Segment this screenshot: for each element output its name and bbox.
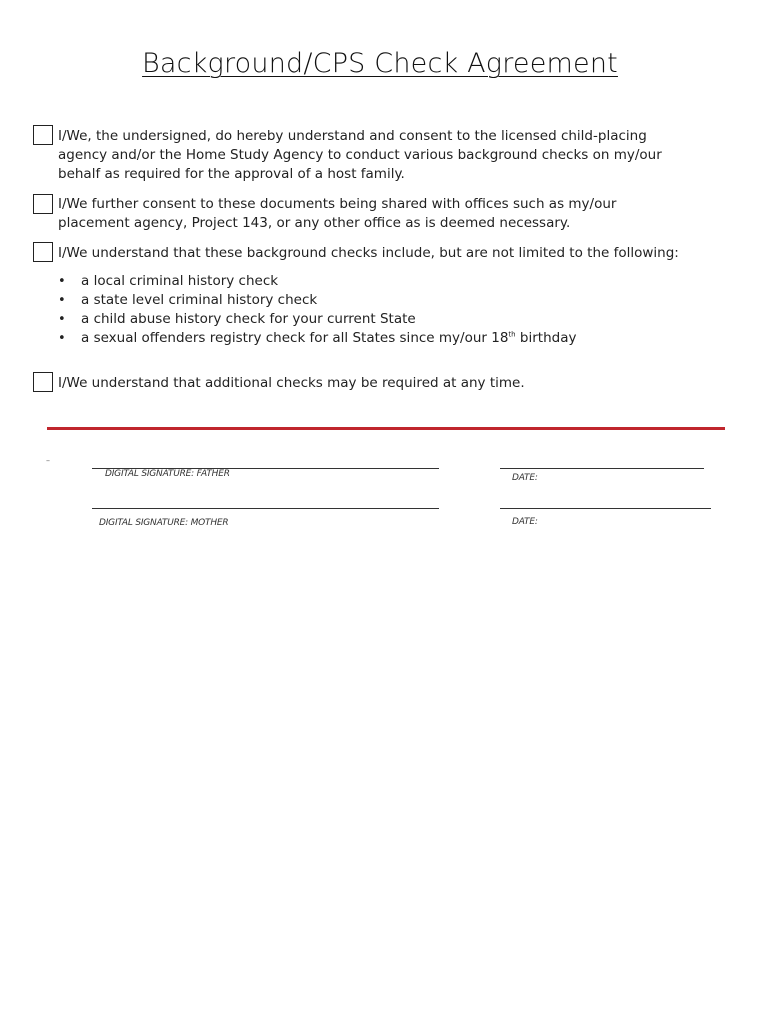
consent-checkbox-4[interactable]	[33, 372, 53, 392]
father-date-label: DATE:	[512, 473, 538, 483]
clause-additional-checks: I/We understand that additional checks may be required at any time.	[58, 375, 525, 391]
mother-date-field[interactable]	[500, 508, 711, 509]
consent-checkbox-2[interactable]	[33, 194, 53, 214]
clause-consent-sharing: I/We further consent to these documents being shared with offices such as my/our placement agency, Project 143, or any other office as is deemed necessary.	[58, 196, 617, 231]
mother-signature-label: DIGITAL SIGNATURE: MOTHER	[99, 518, 229, 528]
checks-list	[56, 272, 576, 348]
list-item: • a state level criminal history check	[56, 291, 576, 310]
list-item	[56, 329, 576, 348]
section-divider	[47, 427, 725, 430]
list-item-text: a sexual offenders registry check for all States since my/our 18	[81, 330, 509, 346]
father-date-field[interactable]	[500, 468, 704, 469]
clause-consent-checks: I/We, the undersigned, do hereby understand and consent to the licensed child-placing agency and/or the Home Study Agency to conduct various background checks on my/our behalf as required for the approval of a host family.	[58, 128, 662, 182]
mother-signature-field[interactable]	[92, 508, 439, 509]
list-item-text-end: birthday	[515, 330, 577, 346]
clause-checks-include: I/We understand that these background checks include, but are not limited to the following:	[58, 245, 679, 261]
ordinal-suffix: th	[508, 330, 516, 339]
list-item: • a child abuse history check for your current State	[56, 310, 576, 329]
father-signature-label: DIGITAL SIGNATURE: FATHER	[105, 469, 230, 479]
document-title: Background/CPS Check Agreement	[142, 48, 618, 79]
consent-checkbox-1[interactable]	[33, 125, 53, 145]
stray-mark: –	[46, 456, 50, 465]
mother-date-label: DATE:	[512, 517, 538, 527]
list-item: • a local criminal history check	[56, 272, 576, 291]
consent-checkbox-3[interactable]	[33, 242, 53, 262]
